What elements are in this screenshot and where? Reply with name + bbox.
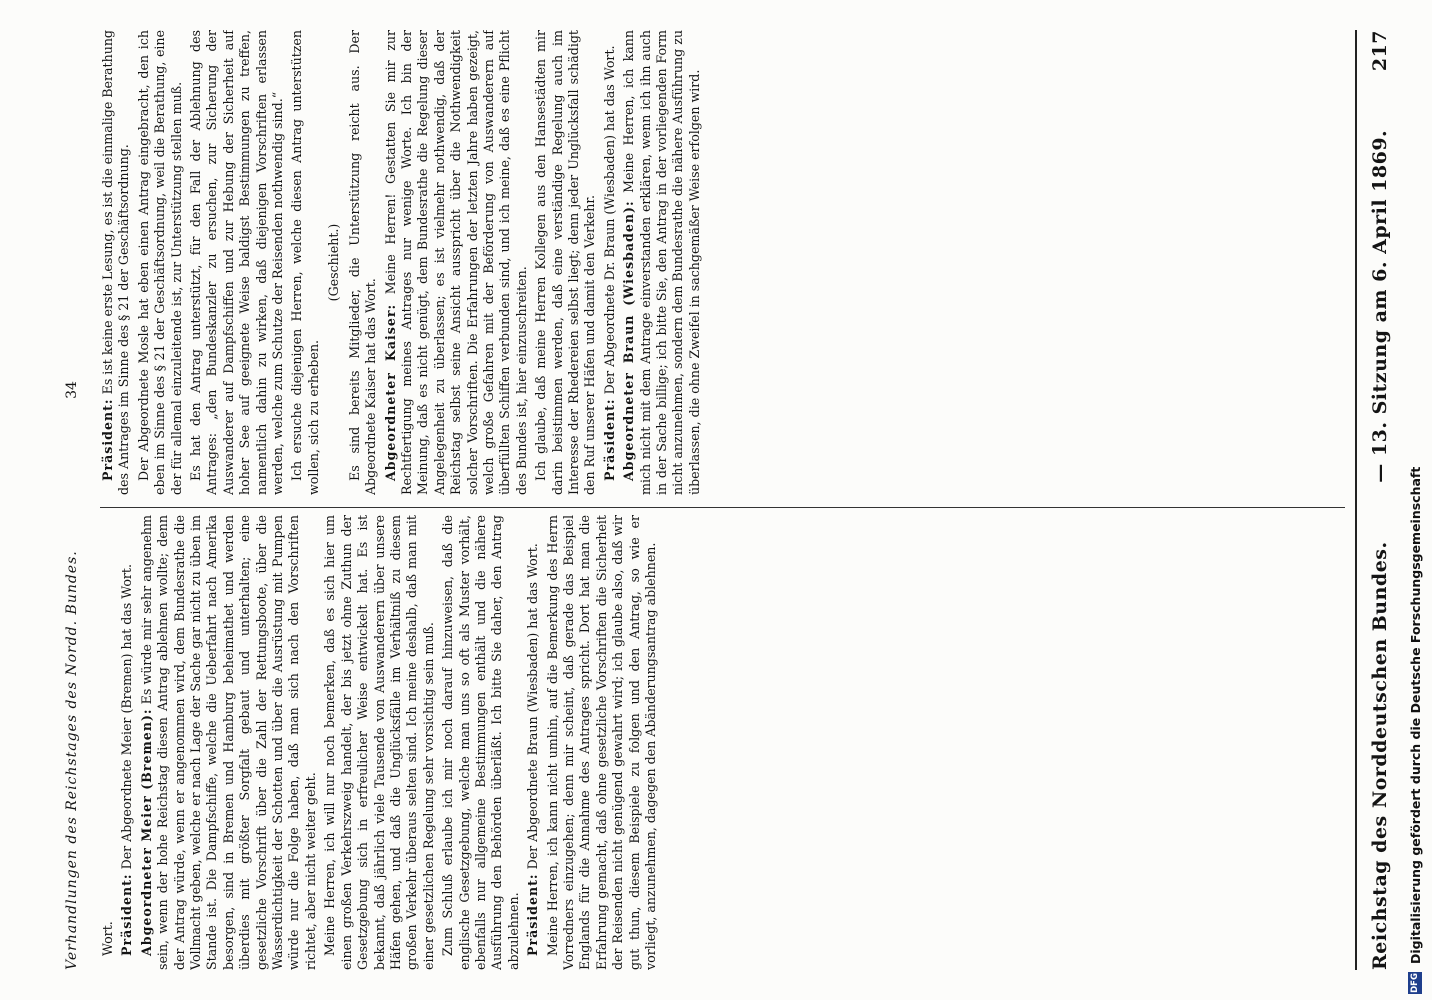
paragraph [621,30,703,495]
paragraph-text: (Geschieht.) [326,223,342,302]
speaker-name: Abgeordneter Meier (Bremen): [138,708,154,956]
paragraph-text: Ich glaube, daß meine Herren Kollegen aus den Hansestädten mir darin beistimmen werden, daß eine verständige Regelung auch im Interesse der Rhedereien selbst liegt; denn jeder Unglücksfall schädigt den Ruf unserer Häfen und damit den Verkehr. [533,30,598,495]
paragraph-text: Der Abgeordnete Mosle hat eben einen Antrag eingebracht, den ich eben im Sinne des § 21 der Geschäftsordnung, weil die Berathung, eine der für allemal einzuleitende ist, zur Unterstützung stellen muß. [135,30,184,495]
paragraph-text: Meine Herren, ich will nur noch bemerken, daß es sich hier um einen großen Verkehrszweig handelt, der bis jetzt ohne Zuthun der Gesetzgebung sich in erfreulicher Weise entwickelt hat. Es ist bekannt, daß jährlich viele Tausende von Auswanderern über unsere Häfen gehen, und daß die Unglücksfälle im Verhältniß zu diesem großen Verkehr überaus selten sind. Ich meine deshalb, daß man mit einer gesetzlichen Regelung sehr vorsichtig sein muß. [322,515,436,970]
paragraph [347,30,380,495]
speaker-name: Präsident: [601,398,617,481]
column-divider [100,507,1345,508]
page-number: 217 [1369,30,1391,72]
digitization-note [1402,0,1428,1000]
paragraph [119,515,135,970]
paragraph [136,30,185,495]
paragraph-text: Zum Schluß erlaube ich mir noch darauf hinzuweisen, daß die englische Gesetzgebung, welche man uns so oft als Muster vorhält, ebenfalls nur allgemeine Bestimmungen enthält und die nähere Ausführung den Behörden überläßt. Ich bitte Sie daher, den Antrag abzulehnen. [440,515,521,970]
speaker-name: Abgeordneter Kaiser: [382,303,398,481]
paragraph [139,515,319,970]
speaker-name: Präsident: [100,398,115,481]
header-rule [1355,30,1357,970]
paragraph-text: Meine Herren, ich kann nicht umhin, auf die Bemerkung des Herrn Vorredners einzugehen; denn mir scheint, daß gerade das Beispiel Englands für die Annahme des Antrages spricht. Dort hat man die Erfahrung gemacht, daß ohne gesetzliche Vorschriften die Sicherheit der Reisenden nicht genügend gewahrt wird; ich glaube also, daß wir gut thun, diesem Beispiele zu folgen und den Antrag, so wie er vorliegt, anzunehmen, dagegen den Abänderungsantrag ablehnen. [544,515,658,970]
footer-title: Verhandlungen des Reichstages des Nordd. Bundes. [64,550,80,970]
paragraph [545,515,660,970]
paragraph [326,30,342,495]
paragraph-text: Der Abgeordnete Meier (Bremen) hat das Wort. [119,564,135,870]
paragraph-text: Wort. [100,921,115,956]
paragraph-text: Ich ersuche diejenigen Herren, welche diesen Antrag unterstützen wollen, sich zu erheben. [289,30,321,495]
paragraph [100,515,116,970]
header-center: — 13. Sitzung am 6. April 1869. [1369,129,1391,483]
paragraph-text: Meine Herren, ich kann mich nicht mit dem Antrage einverstanden erklären, wenn ich ihn auch in der Sache billige; ich bitte Sie, den Antrag in der vorliegenden Form nicht anzunehmen, sondern dem Bundesrathe die nähere Ausführung zu überlassen, die ohne Zweifel in sachgemäßer Weise erfolgen wird. [621,30,702,495]
paragraph [322,515,437,970]
paragraph-text: Es ist keine erste Lesung, es ist die einmalige Berathung des Antrages im Sinne des § 21 der Geschäftsordnung. [100,30,132,495]
paragraph-text: Es sind bereits Mitglieder, die Unterstützung reicht aus. Der Abgeordnete Kaiser hat das Wort. [346,30,379,495]
paragraph [100,30,133,495]
paragraph [188,30,286,495]
paragraph-text: Der Abgeordnete Braun (Wiesbaden) hat das Wort. [525,543,541,870]
speaker-name: Abgeordneter Braun (Wiesbaden): [621,200,637,481]
running-header [1362,30,1398,970]
paragraph [602,30,618,495]
speaker-name: Präsident: [525,873,541,956]
speaker-name: Präsident: [119,873,135,956]
paragraph [383,30,531,495]
paragraph [533,30,599,495]
paragraph [525,515,541,970]
paragraph [440,515,522,970]
paragraph-text: Es hat den Antrag unterstützt, für den Fall der Ablehnung des Antrages: „den Bundeskanzler zu ersuchen, zur Sicherung der Auswanderer auf Dampfschiffen und zur Hebung der Sicherheit auf hoher See auf geeignete Weise baldigst Bestimmungen zu treffen, namentlich dahin zu wirken, daß diejenigen Vorschriften erlassen werden, welche zum Schutze der Reisenden nothwendig sind.“ [188,30,286,495]
paragraph [289,30,322,495]
digitization-text: Digitalisierung gefördert durch die Deutsche Forschungsgemeinschaft [1407,466,1423,964]
paragraph-text: Es würde mir sehr angenehm sein, wenn der hohe Reichstag diesen Antrag ablehnen wollte; denn der Antrag würde, wenn er angenommen wird, dem Bundesrathe die Vollmacht geben, welche er nach Lage der Sache gar nicht zu üben im Stande ist. Die Dampfschiffe, welche die Ueberfahrt nach Amerika besorgen, sind in Bremen und Hamburg beheimathet und werden überdies mit größter Sorgfalt gebaut und unterhalten; eine gesetzliche Vorschrift über die Zahl der Rettungsboote, über die Wasserdichtigkeit der Schotten und über die Ausrüstung mit Pumpen würde nur die Folge haben, daß man sich nach den Vorschriften richtet, aber nicht weiter geht. [138,515,318,970]
paragraph-text: Meine Herren! Gestatten Sie mir zur Rechtfertigung meines Antrages nur wenige Worte. Ich bin der Meinung, daß es nicht genügt, dem Bundesrathe die Regelung dieser Angelegenheit zu überlassen; es ist vielmehr nothwendig, daß der Reichstag selbst seine Ansicht ausspricht über die Nothwendigkeit solcher Vorschriften. Die Erfahrungen der letzten Jahre haben gezeigt, welch große Gefahren mit der Beförderung von Auswanderern auf überfüllten Schiffen verbunden sind, und ich meine, daß es eine Pflicht des Bundes ist, hier einzuschreiten. [382,30,529,495]
dfg-logo-icon: DFG [1410,973,1420,993]
paragraph-text: Der Abgeordnete Dr. Braun (Wiesbaden) hat das Wort. [601,45,617,395]
header-left: Reichstag des Norddeutschen Bundes. [1369,541,1391,970]
signature-mark: 34 [64,381,80,399]
left-column [100,515,1350,970]
right-column [100,30,1350,495]
